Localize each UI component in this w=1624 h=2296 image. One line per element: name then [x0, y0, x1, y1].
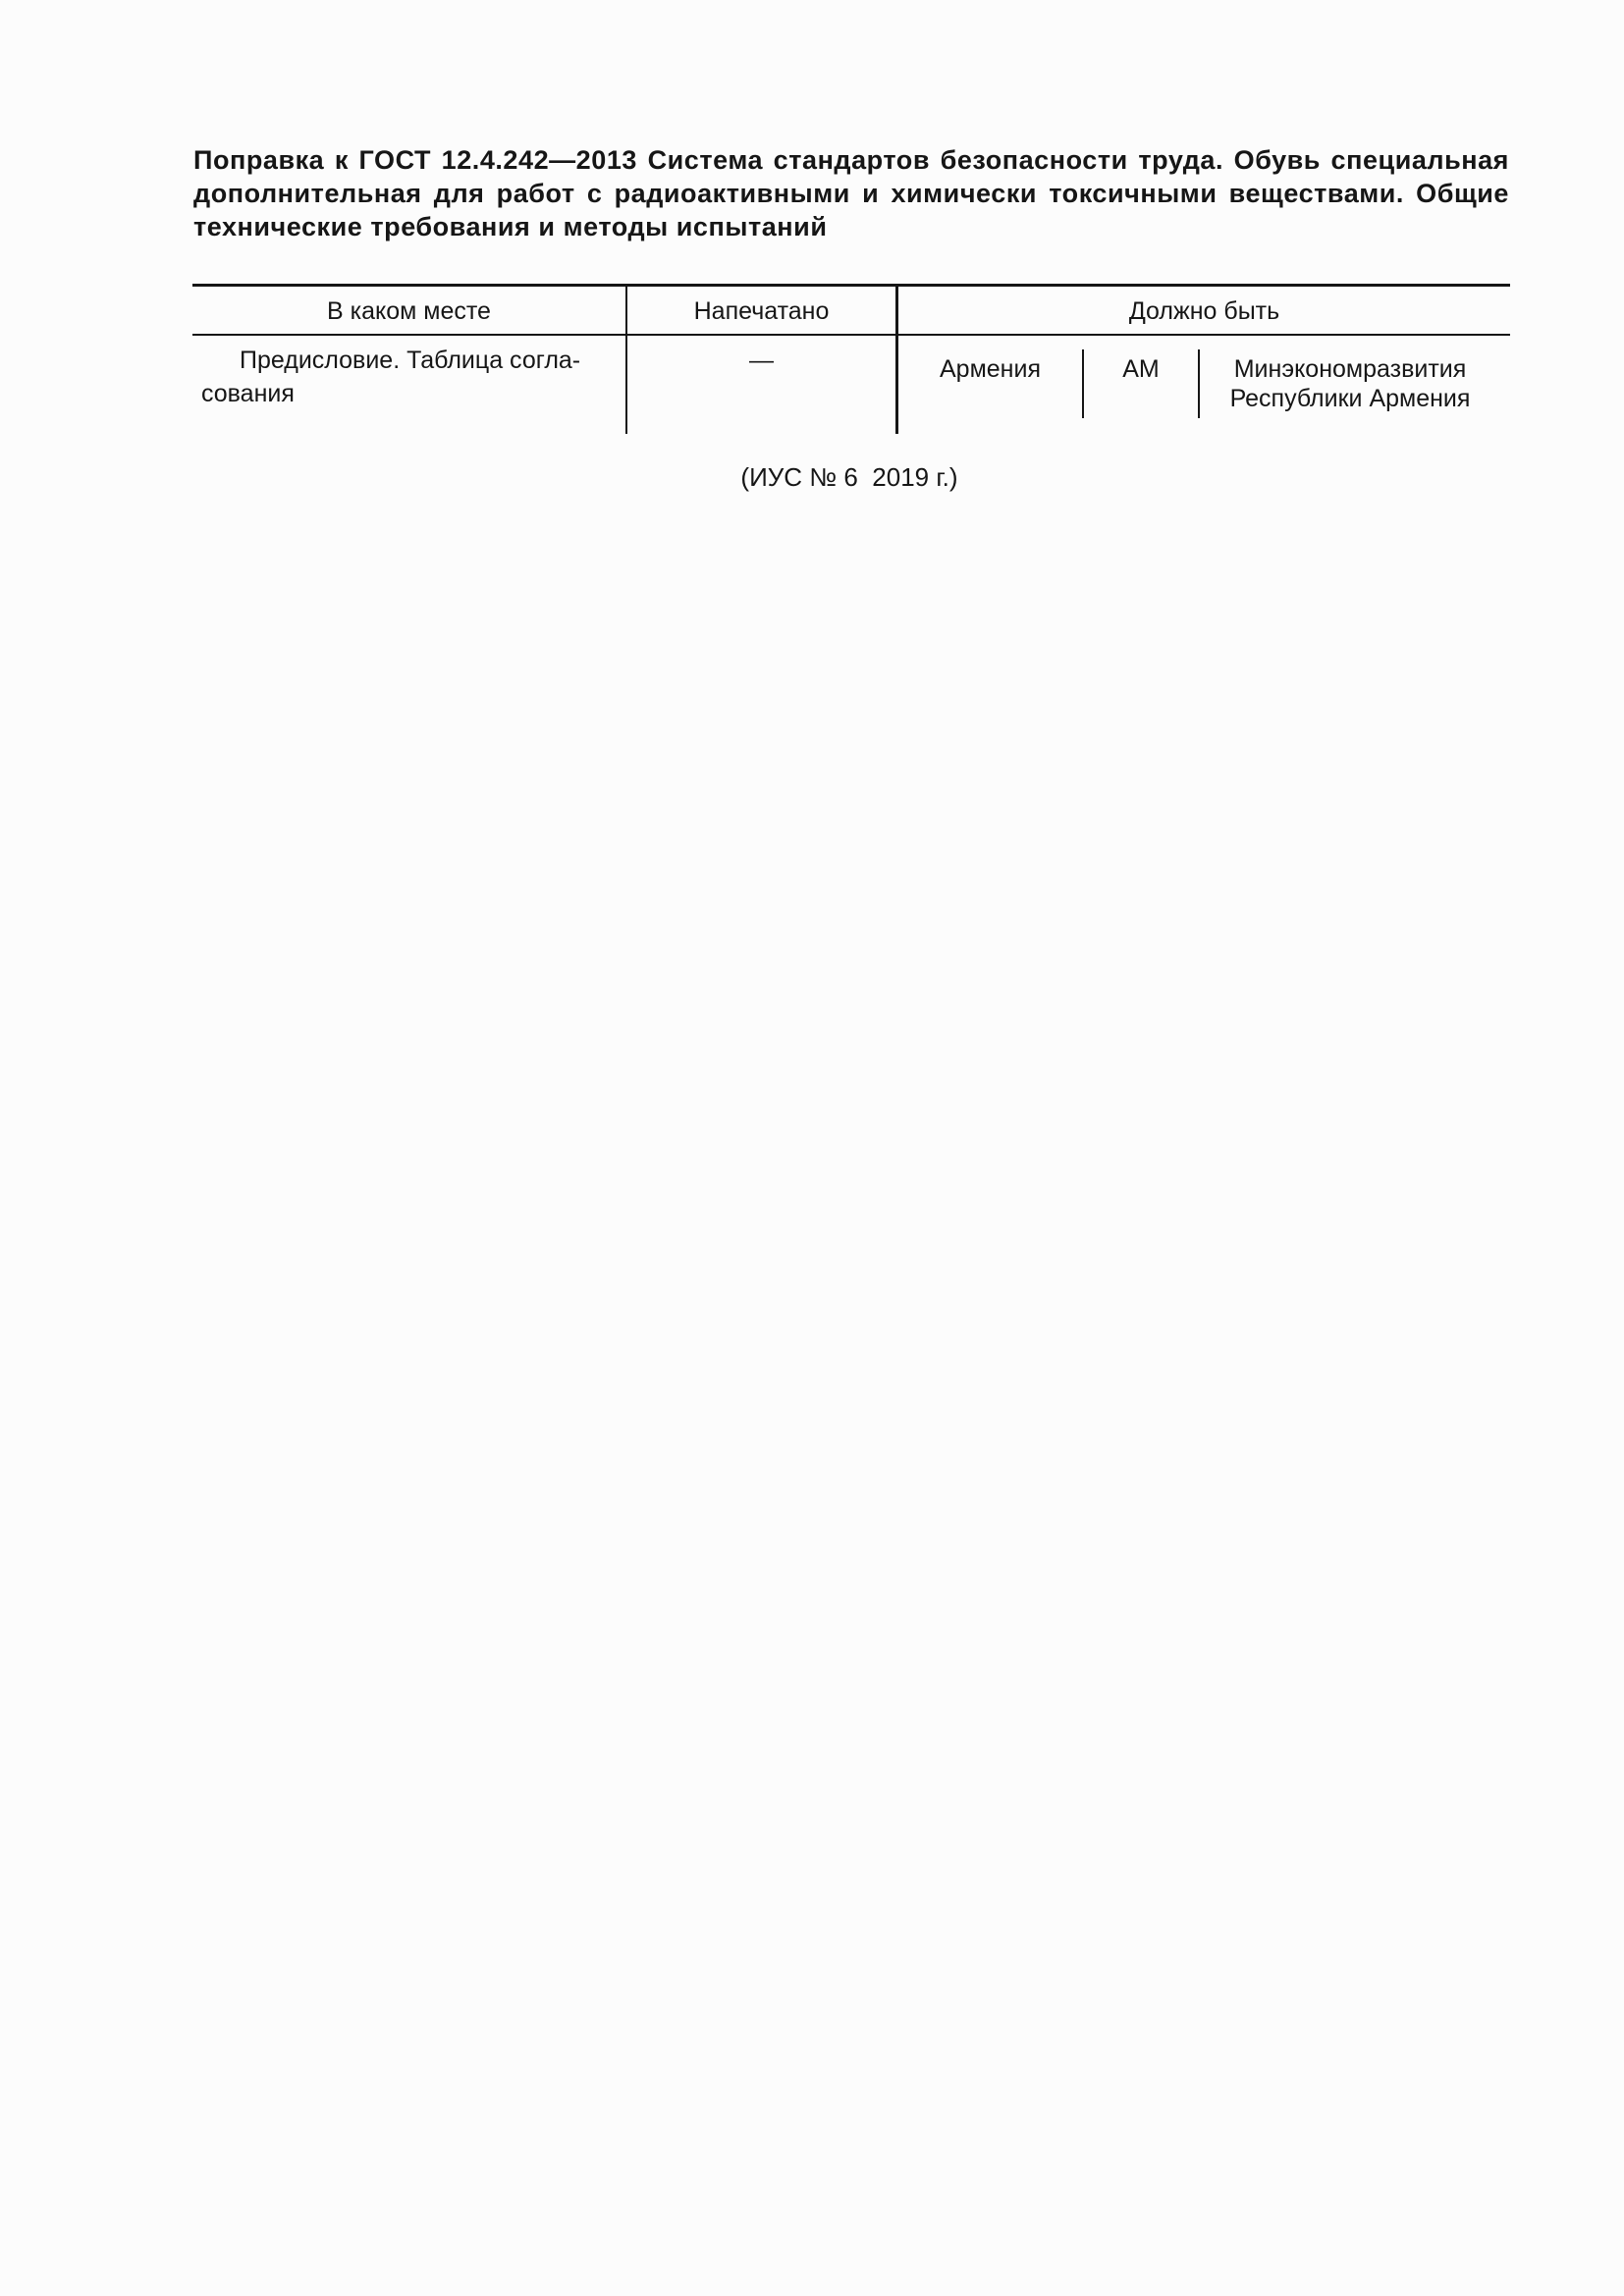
header-printed: Напечатано [693, 297, 830, 325]
document-title [193, 143, 1509, 243]
title-line-3: технические требования и методы испытаний [193, 212, 828, 241]
cell-code: AM [1122, 355, 1160, 383]
table-header-rule [192, 334, 1510, 336]
title-line-2: дополнительная для работ с радиоактивными и химически токсичными веществами. Общие [193, 179, 1509, 208]
cell-where-line-2: сования [201, 380, 295, 407]
header-should-be: Должно быть [1128, 297, 1280, 325]
cell-where-line-1: Предисловие. Таблица согла- [240, 347, 581, 374]
title-line-1: Поправка к ГОСТ 12.4.242—2013 Система стандартов безопасности труда. Обувь специальная [193, 145, 1509, 175]
table-top-rule [192, 284, 1510, 287]
cell-authority-line-2: Республики Армения [1229, 385, 1471, 412]
cell-authority-line-1: Минэкономразвития [1233, 355, 1467, 383]
publication-reference: (ИУС № 6 2019 г.) [740, 462, 958, 492]
cell-printed: — [749, 347, 774, 374]
header-where: В каком месте [327, 297, 491, 325]
cell-country: Армения [940, 355, 1041, 383]
